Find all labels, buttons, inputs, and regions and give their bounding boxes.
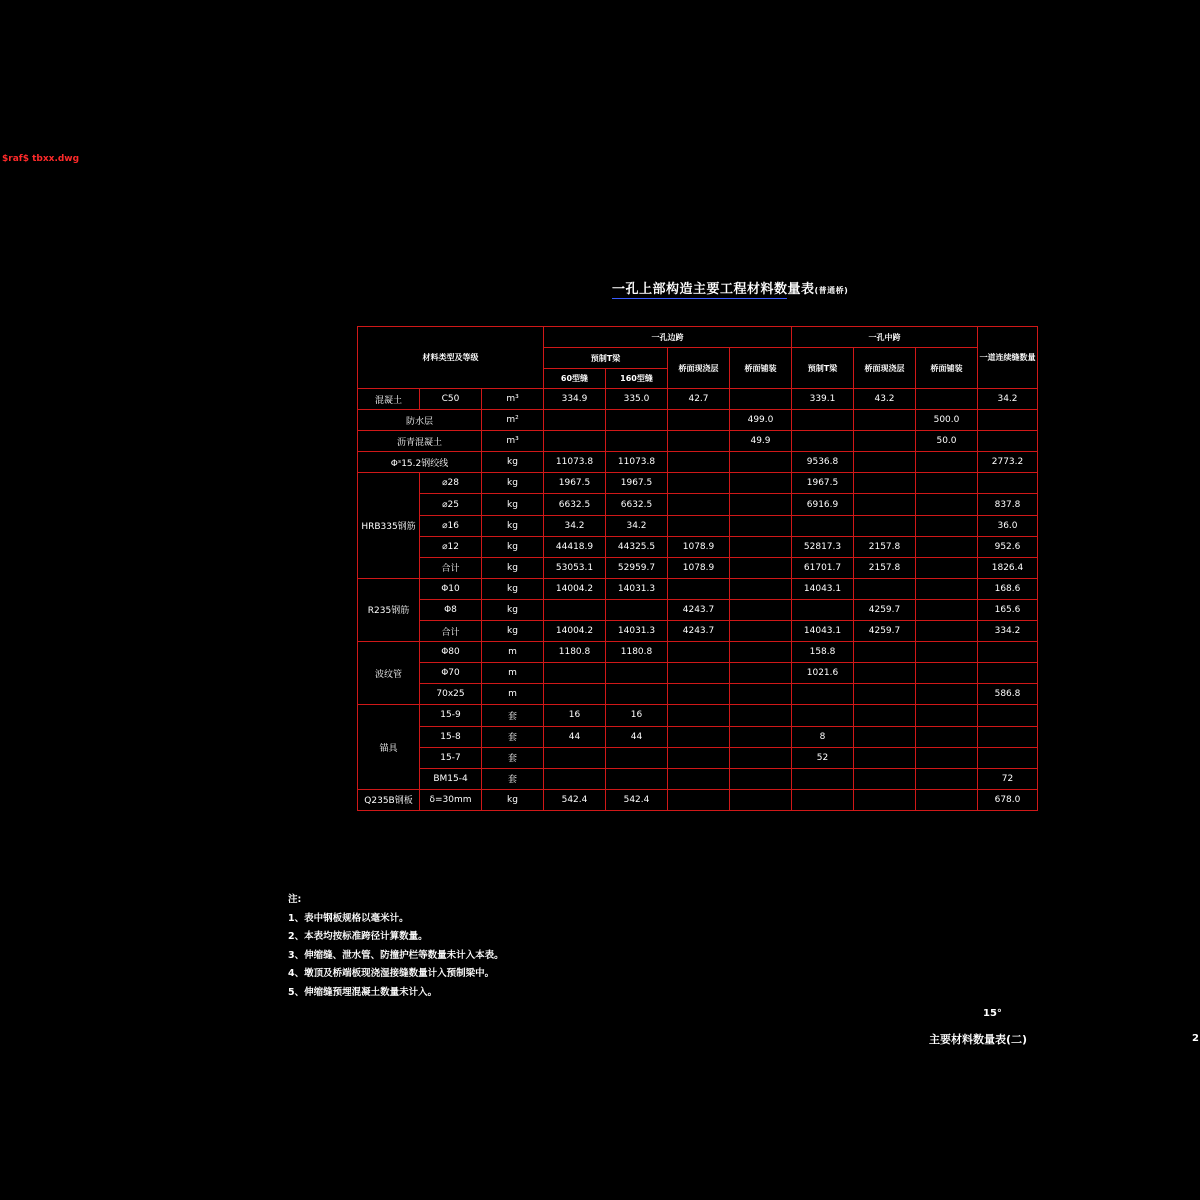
value-cell: 14004.2 (544, 621, 606, 642)
value-cell (544, 599, 606, 620)
value-cell (730, 642, 792, 663)
value-cell: 44418.9 (544, 536, 606, 557)
value-cell (854, 410, 916, 431)
value-cell (916, 515, 978, 536)
unit-cell: kg (482, 789, 544, 810)
value-cell (916, 494, 978, 515)
value-cell (792, 431, 854, 452)
table-row (358, 684, 1038, 705)
unit-cell: m² (482, 410, 544, 431)
value-cell: 499.0 (730, 410, 792, 431)
value-cell: 1078.9 (668, 536, 730, 557)
value-cell (730, 578, 792, 599)
header-group-mid-span: 一孔中跨 (792, 327, 978, 348)
value-cell (730, 389, 792, 410)
value-cell (730, 494, 792, 515)
material-spec: 15-9 (420, 705, 482, 726)
page-number: 2 (1192, 1033, 1199, 1044)
value-cell (854, 684, 916, 705)
value-cell (668, 726, 730, 747)
value-cell: 2157.8 (854, 536, 916, 557)
value-cell (854, 473, 916, 494)
value-cell (544, 410, 606, 431)
value-cell: 61701.7 (792, 557, 854, 578)
header-continuous-joint: 一道连续缝数量 (978, 327, 1038, 389)
material-spec: 合计 (420, 621, 482, 642)
value-cell (916, 705, 978, 726)
value-cell (606, 684, 668, 705)
table-row (358, 536, 1038, 557)
value-cell (916, 621, 978, 642)
value-cell: 44 (544, 726, 606, 747)
value-cell (916, 557, 978, 578)
value-cell (730, 599, 792, 620)
header-g1-deck-cast: 桥面现浇层 (668, 348, 730, 389)
value-cell (792, 768, 854, 789)
value-cell: 1021.6 (792, 663, 854, 684)
material-spec: ⌀25 (420, 494, 482, 515)
value-cell: 72 (978, 768, 1038, 789)
value-cell: 43.2 (854, 389, 916, 410)
value-cell: 2773.2 (978, 452, 1038, 473)
value-cell (668, 515, 730, 536)
header-g2-t-beam: 预制T梁 (792, 348, 854, 389)
value-cell (978, 705, 1038, 726)
material-spec: ⌀28 (420, 473, 482, 494)
value-cell (668, 431, 730, 452)
value-cell (792, 705, 854, 726)
value-cell: 1967.5 (544, 473, 606, 494)
value-cell (978, 726, 1038, 747)
value-cell (854, 768, 916, 789)
table-row (358, 642, 1038, 663)
value-cell (730, 684, 792, 705)
value-cell: 586.8 (978, 684, 1038, 705)
value-cell (668, 789, 730, 810)
value-cell (730, 705, 792, 726)
table-row (358, 389, 1038, 410)
value-cell: 14031.3 (606, 621, 668, 642)
value-cell: 500.0 (916, 410, 978, 431)
table-row (358, 599, 1038, 620)
note-line: 2、本表均按标准跨径计算数量。 (288, 931, 428, 943)
table-row (358, 410, 1038, 431)
value-cell (668, 768, 730, 789)
value-cell (978, 642, 1038, 663)
value-cell (668, 642, 730, 663)
value-cell (668, 684, 730, 705)
value-cell: 837.8 (978, 494, 1038, 515)
table-row (358, 578, 1038, 599)
material-spec: δ=30mm (420, 789, 482, 810)
value-cell: 16 (606, 705, 668, 726)
material-group: 混凝土 (358, 389, 420, 410)
value-cell (916, 599, 978, 620)
value-cell (916, 578, 978, 599)
material-spec: ⌀16 (420, 515, 482, 536)
material-spec: 合计 (420, 557, 482, 578)
unit-cell: kg (482, 452, 544, 473)
unit-cell: m³ (482, 389, 544, 410)
value-cell (916, 663, 978, 684)
value-cell (730, 726, 792, 747)
value-cell: 14043.1 (792, 621, 854, 642)
value-cell (854, 578, 916, 599)
value-cell: 542.4 (544, 789, 606, 810)
unit-cell: kg (482, 599, 544, 620)
value-cell (978, 410, 1038, 431)
materials-table (357, 326, 1038, 811)
value-cell (730, 515, 792, 536)
unit-cell: kg (482, 494, 544, 515)
value-cell (854, 705, 916, 726)
value-cell (730, 621, 792, 642)
value-cell: 52959.7 (606, 557, 668, 578)
table-row (358, 621, 1038, 642)
value-cell: 1826.4 (978, 557, 1038, 578)
table-row (358, 726, 1038, 747)
value-cell: 335.0 (606, 389, 668, 410)
unit-cell: kg (482, 515, 544, 536)
material-spec: Φ80 (420, 642, 482, 663)
value-cell: 14004.2 (544, 578, 606, 599)
value-cell (916, 642, 978, 663)
header-material: 材料类型及等级 (358, 327, 544, 389)
value-cell (978, 431, 1038, 452)
value-cell (854, 494, 916, 515)
value-cell (668, 747, 730, 768)
value-cell: 1078.9 (668, 557, 730, 578)
material-group: R235钢筋 (358, 578, 420, 641)
value-cell (606, 747, 668, 768)
value-cell: 34.2 (606, 515, 668, 536)
value-cell (916, 536, 978, 557)
value-cell (916, 473, 978, 494)
value-cell: 52 (792, 747, 854, 768)
value-cell: 339.1 (792, 389, 854, 410)
header-g2-pavement: 桥面铺装 (916, 348, 978, 389)
value-cell (730, 536, 792, 557)
note-line: 4、墩顶及桥端板现浇湿接缝数量计入预制梁中。 (288, 968, 495, 980)
value-cell: 53053.1 (544, 557, 606, 578)
value-cell: 44 (606, 726, 668, 747)
value-cell: 334.9 (544, 389, 606, 410)
value-cell (730, 557, 792, 578)
material-spec: BM15-4 (420, 768, 482, 789)
value-cell (606, 431, 668, 452)
value-cell: 6916.9 (792, 494, 854, 515)
value-cell: 1180.8 (606, 642, 668, 663)
value-cell (854, 663, 916, 684)
note-line: 注: (288, 894, 302, 905)
value-cell (854, 452, 916, 473)
unit-cell: kg (482, 578, 544, 599)
table-row (358, 494, 1038, 515)
value-cell: 158.8 (792, 642, 854, 663)
value-cell (668, 663, 730, 684)
table-row (358, 557, 1038, 578)
material-spec: Φ70 (420, 663, 482, 684)
value-cell: 9536.8 (792, 452, 854, 473)
value-cell (730, 747, 792, 768)
note-line: 3、伸缩缝、泄水管、防撞护栏等数量未计入本表。 (288, 949, 504, 961)
value-cell: 2157.8 (854, 557, 916, 578)
value-cell (544, 431, 606, 452)
value-cell: 1967.5 (606, 473, 668, 494)
value-cell (730, 789, 792, 810)
unit-cell: 套 (482, 705, 544, 726)
value-cell (544, 663, 606, 684)
value-cell (854, 747, 916, 768)
material-spec: 70x25 (420, 684, 482, 705)
header-prestressed-t-beam: 预制T梁 (544, 348, 668, 369)
value-cell (606, 768, 668, 789)
unit-cell: kg (482, 473, 544, 494)
value-cell: 1180.8 (544, 642, 606, 663)
note-line: 5、伸缩缝预埋混凝土数量未计入。 (288, 986, 438, 998)
value-cell (730, 663, 792, 684)
title-main: 一孔上部构造主要工程材料数量表 (612, 282, 815, 297)
value-cell: 168.6 (978, 578, 1038, 599)
value-cell (854, 789, 916, 810)
value-cell (544, 747, 606, 768)
header-g2-deck-cast: 桥面现浇层 (854, 348, 916, 389)
value-cell: 542.4 (606, 789, 668, 810)
material-group: 波纹管 (358, 642, 420, 705)
unit-cell: 套 (482, 747, 544, 768)
value-cell (730, 768, 792, 789)
value-cell (668, 473, 730, 494)
value-cell: 34.2 (544, 515, 606, 536)
material-label: Φˢ15.2钢绞线 (358, 452, 482, 473)
value-cell: 11073.8 (606, 452, 668, 473)
value-cell (916, 452, 978, 473)
value-cell (854, 642, 916, 663)
unit-cell: m (482, 663, 544, 684)
value-cell (854, 431, 916, 452)
unit-cell: 套 (482, 726, 544, 747)
value-cell: 14043.1 (792, 578, 854, 599)
table-row (358, 452, 1038, 473)
material-spec: Φ8 (420, 599, 482, 620)
table-row (358, 705, 1038, 726)
value-cell (606, 599, 668, 620)
material-spec: 15-8 (420, 726, 482, 747)
value-cell: 16 (544, 705, 606, 726)
value-cell: 165.6 (978, 599, 1038, 620)
value-cell: 4243.7 (668, 599, 730, 620)
value-cell: 4243.7 (668, 621, 730, 642)
value-cell (916, 789, 978, 810)
header-type-160: 160型缝 (606, 369, 668, 389)
value-cell: 50.0 (916, 431, 978, 452)
value-cell (854, 515, 916, 536)
title-underline (612, 298, 787, 299)
table-title (612, 278, 848, 297)
value-cell (916, 726, 978, 747)
table-row (358, 431, 1038, 452)
header-type-60: 60型缝 (544, 369, 606, 389)
file-label: $raf$ tbxx.dwg (2, 154, 80, 164)
unit-cell: m³ (482, 431, 544, 452)
material-spec: ⌀12 (420, 536, 482, 557)
unit-cell: kg (482, 557, 544, 578)
material-spec: 15-7 (420, 747, 482, 768)
drawing-caption: 主要材料数量表(二) (929, 1033, 1028, 1046)
table-row (358, 473, 1038, 494)
material-group: Q235B钢板 (358, 789, 420, 810)
value-cell (792, 789, 854, 810)
unit-cell: kg (482, 621, 544, 642)
value-cell (668, 705, 730, 726)
notes (288, 891, 504, 1003)
value-cell (792, 410, 854, 431)
table-row (358, 747, 1038, 768)
value-cell: 1967.5 (792, 473, 854, 494)
table-row (358, 789, 1038, 810)
material-group: 锚具 (358, 705, 420, 789)
value-cell: 52817.3 (792, 536, 854, 557)
value-cell (606, 663, 668, 684)
value-cell (544, 684, 606, 705)
material-spec: Φ10 (420, 578, 482, 599)
table-row (358, 768, 1038, 789)
note-line: 1、表中钢板规格以毫米计。 (288, 912, 409, 924)
value-cell (916, 389, 978, 410)
value-cell (916, 768, 978, 789)
material-spec: C50 (420, 389, 482, 410)
value-cell (978, 663, 1038, 684)
value-cell (854, 726, 916, 747)
value-cell: 6632.5 (606, 494, 668, 515)
material-label: 沥青混凝土 (358, 431, 482, 452)
value-cell (730, 452, 792, 473)
value-cell (792, 515, 854, 536)
value-cell (978, 747, 1038, 768)
value-cell (916, 747, 978, 768)
value-cell: 4259.7 (854, 599, 916, 620)
value-cell: 49.9 (730, 431, 792, 452)
value-cell: 14031.3 (606, 578, 668, 599)
value-cell: 334.2 (978, 621, 1038, 642)
value-cell (792, 684, 854, 705)
unit-cell: 套 (482, 768, 544, 789)
value-cell: 34.2 (978, 389, 1038, 410)
value-cell (606, 410, 668, 431)
value-cell (668, 578, 730, 599)
value-cell: 44325.5 (606, 536, 668, 557)
value-cell (544, 768, 606, 789)
unit-cell: m (482, 684, 544, 705)
scale-label: 15° (983, 1008, 1002, 1019)
value-cell: 36.0 (978, 515, 1038, 536)
table-row (358, 515, 1038, 536)
value-cell (792, 599, 854, 620)
unit-cell: kg (482, 536, 544, 557)
unit-cell: m (482, 642, 544, 663)
title-note: (普通桥) (814, 286, 849, 295)
table-row (358, 663, 1038, 684)
value-cell (668, 494, 730, 515)
header-g1-pavement: 桥面铺装 (730, 348, 792, 389)
material-group: HRB335钢筋 (358, 473, 420, 578)
value-cell (916, 684, 978, 705)
header-group-side-span: 一孔边跨 (544, 327, 792, 348)
value-cell (978, 473, 1038, 494)
value-cell: 11073.8 (544, 452, 606, 473)
value-cell (668, 410, 730, 431)
value-cell: 952.6 (978, 536, 1038, 557)
value-cell (668, 452, 730, 473)
value-cell: 678.0 (978, 789, 1038, 810)
material-label: 防水层 (358, 410, 482, 431)
value-cell: 4259.7 (854, 621, 916, 642)
value-cell: 6632.5 (544, 494, 606, 515)
value-cell: 8 (792, 726, 854, 747)
value-cell: 42.7 (668, 389, 730, 410)
value-cell (730, 473, 792, 494)
